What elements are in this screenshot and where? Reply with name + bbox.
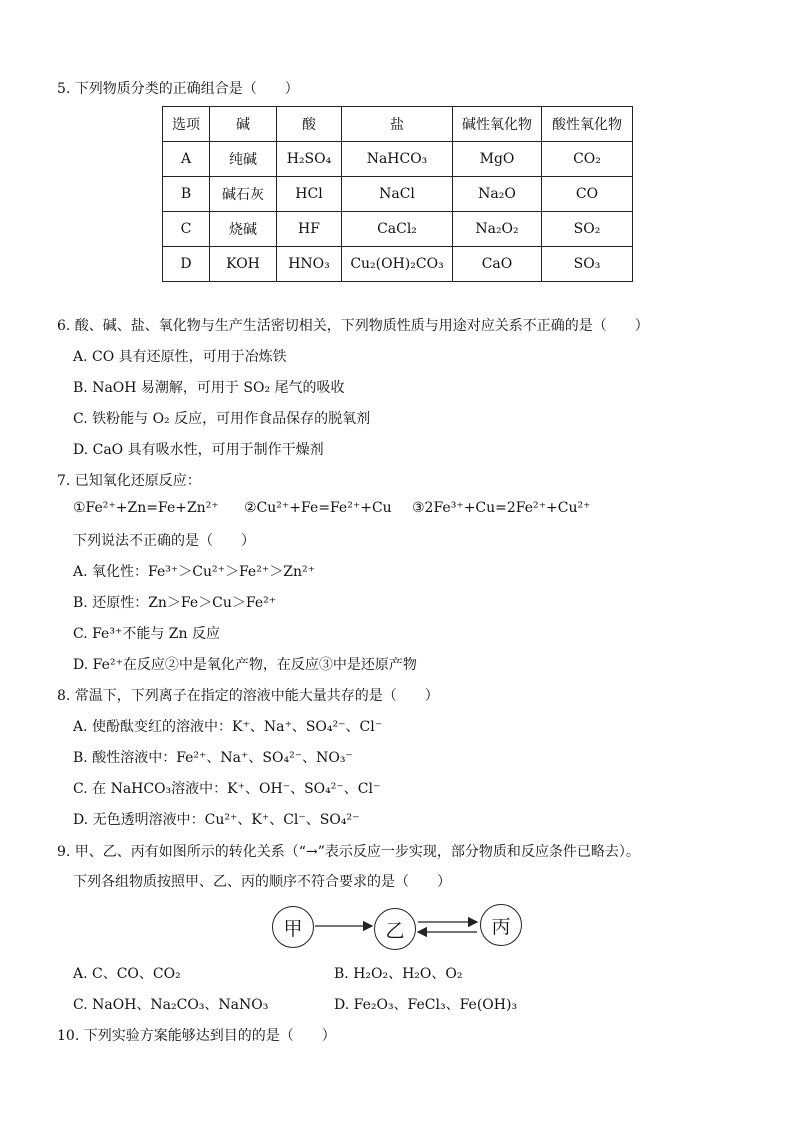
table-cell: HNO₃ [277,247,342,282]
q5-stem: 5. 下列物质分类的正确组合是（ ） [57,81,299,97]
table-row [163,142,633,177]
q7-option-c: C. Fe³⁺不能与 Zn 反应 [73,626,220,642]
table-cell: KOH [210,247,277,282]
table-header: 碱 [210,107,277,142]
table-cell: HF [277,212,342,247]
table-cell: CaO [453,247,542,282]
table-cell: Na₂O [453,177,542,212]
table-cell: NaHCO₃ [342,142,453,177]
table-cell: HCl [277,177,342,212]
q7-stem: 7. 已知氧化还原反应： [57,473,201,489]
table-cell: Cu₂(OH)₂CO₃ [342,247,453,282]
table-row [163,247,633,282]
table-header: 盐 [342,107,453,142]
q6-option-d: D. CaO 具有吸水性，可用于制作干燥剂 [73,442,324,458]
classification-table [162,106,633,282]
q9-option-b: B. H₂O₂、H₂O、O₂ [334,966,463,982]
table-row [163,177,633,212]
table-cell: SO₂ [542,212,633,247]
table-cell: MgO [453,142,542,177]
table-row [163,212,633,247]
table-cell: 纯碱 [210,142,277,177]
q8-option-d: D. 无色透明溶液中：Cu²⁺、K⁺、Cl⁻、SO₄²⁻ [73,812,360,828]
q7-option-d: D. Fe²⁺在反应②中是氧化产物，在反应③中是还原产物 [73,657,417,673]
table-cell: C [163,212,210,247]
table-cell: Na₂O₂ [453,212,542,247]
q9-stem: 9. 甲、乙、丙有如图所示的转化关系（“→”表示反应一步实现，部分物质和反应条件已略去）。 [57,844,640,860]
table-cell: A [163,142,210,177]
table-header-row [163,107,633,142]
conversion-diagram [272,904,532,952]
q6-option-a: A. CO 具有还原性，可用于冶炼铁 [73,349,287,365]
table-cell: H₂SO₄ [277,142,342,177]
q9-ask: 下列各组物质按照甲、乙、丙的顺序不符合要求的是（ ） [73,874,451,890]
arrows-svg [272,904,532,952]
q9-option-a: A. C、CO、CO₂ [73,966,181,982]
q7-reaction-1: ①Fe²⁺+Zn=Fe+Zn²⁺ [73,500,219,516]
q8-option-c: C. 在 NaHCO₃溶液中：K⁺、OH⁻、SO₄²⁻、Cl⁻ [73,781,381,797]
table-cell: 碱石灰 [210,177,277,212]
table-header: 酸性氧化物 [542,107,633,142]
q8-stem: 8. 常温下，下列离子在指定的溶液中能大量共存的是（ ） [57,688,439,704]
table-cell: NaCl [342,177,453,212]
table-header: 选项 [163,107,210,142]
q6-stem: 6. 酸、碱、盐、氧化物与生产生活密切相关，下列物质性质与用途对应关系不正确的是（ ） [57,318,649,334]
q10-stem: 10. 下列实验方案能够达到目的的是（ ） [57,1028,336,1044]
table-cell: 烧碱 [210,212,277,247]
node-jia: 甲 [272,906,314,948]
node-yi: 乙 [374,908,416,950]
q7-reaction-2: ②Cu²⁺+Fe=Fe²⁺+Cu [244,500,392,516]
q8-option-a: A. 使酚酞变红的溶液中：K⁺、Na⁺、SO₄²⁻、Cl⁻ [73,719,383,735]
q6-option-c: C. 铁粉能与 O₂ 反应，可用作食品保存的脱氧剂 [73,411,371,427]
table-cell: B [163,177,210,212]
q6-option-b: B. NaOH 易潮解，可用于 SO₂ 尾气的吸收 [73,380,345,396]
table-cell: D [163,247,210,282]
node-bing: 丙 [480,904,522,946]
table-cell: SO₃ [542,247,633,282]
table-header: 酸 [277,107,342,142]
q8-option-b: B. 酸性溶液中：Fe²⁺、Na⁺、SO₄²⁻、NO₃⁻ [73,750,353,766]
table-cell: CaCl₂ [342,212,453,247]
q7-option-b: B. 还原性：Zn＞Fe＞Cu＞Fe²⁺ [73,595,277,611]
q9-option-d: D. Fe₂O₃、FeCl₃、Fe(OH)₃ [334,997,518,1013]
table-cell: CO₂ [542,142,633,177]
table-cell: CO [542,177,633,212]
table-header: 碱性氧化物 [453,107,542,142]
q7-reaction-3: ③2Fe³⁺+Cu=2Fe²⁺+Cu²⁺ [412,500,591,516]
q7-ask: 下列说法不正确的是（ ） [73,533,255,549]
q9-option-c: C. NaOH、Na₂CO₃、NaNO₃ [73,997,269,1013]
q7-option-a: A. 氧化性：Fe³⁺＞Cu²⁺＞Fe²⁺＞Zn²⁺ [73,564,315,580]
